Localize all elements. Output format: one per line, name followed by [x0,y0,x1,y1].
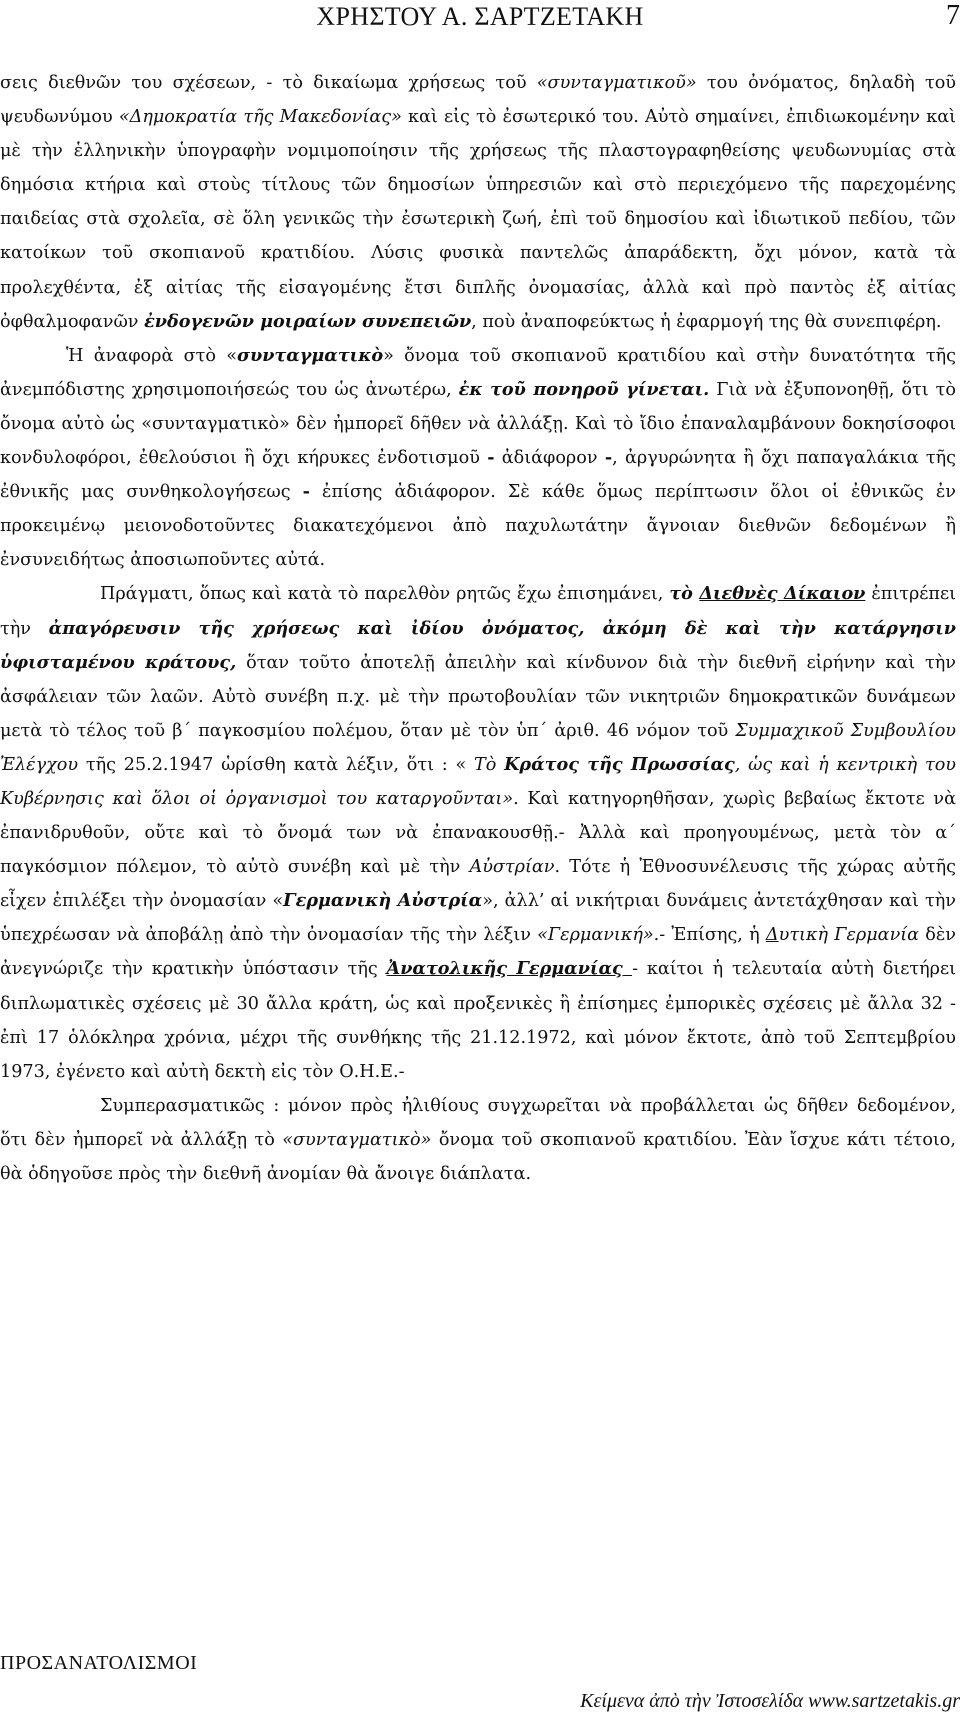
emphasis-text: συνταγματικὸ [237,344,384,366]
text-run [496,755,504,775]
paragraph-4 [0,1089,956,1191]
emphasis-text: Συμμαχικοῦ Συμβουλίου Ἐλέγχου [0,720,956,775]
text-run: τῆς 25.2.1947 ὡρίσθη κατὰ λέξιν, ὅτι : « [78,754,475,775]
page-number: 7 [946,0,960,31]
text-run: ἐπιτρέπει τὴν [0,584,957,639]
paragraph-2 [0,339,956,578]
emphasis-text: «Γερμανική» [537,925,654,946]
emphasis-text: Γερμανικὴ Αὐστρία [283,890,483,912]
text-run: ἀδιάφορον [494,448,605,469]
emphasis-text: Διεθνὲς Δίκαιον [699,583,866,605]
emphasis-text: ἀπαγόρευσιν τῆς χρήσεως καὶ ἰδίου ὀνόματος, ἀκόμη δὲ καὶ τὴν κατάργησιν ὑφισταμένου κράτους, [0,617,956,673]
text-run: Πράγματι, ὅπως καὶ κατὰ τὸ παρελθὸν ρητῶς ἔχω ἐπισημάνει, [100,584,670,605]
emphasis-text: Δ [765,925,779,946]
body-text [0,66,956,1191]
running-title: ΧΡΗΣΤΟΥ Α. ΣΑΡΤΖΕΤΑΚΗ [316,2,644,31]
emphasis-text: «Δημοκρατία τῆς Μακεδονίας» [118,107,402,128]
paragraph-3 [0,577,956,1088]
emphasis-text: «συνταγματικὸ» [282,1129,432,1150]
text-run: του ὀνόματος, δηλαδὴ τοῦ ψευδωνύμου [0,73,956,128]
text-run: , ἀργυρώνητα ἢ ὄχι παπαγαλάκια τῆς ἐθνικῆς μας συνθηκολογήσεως [0,448,956,503]
text-run: σεις διεθνῶν του σχέσεων, - τὸ δικαίωμα χρήσεως τοῦ [0,73,537,93]
footer-source: Κείμενα ἀπὸ τὴν Ἰστοσελίδα www.sartzetakis.gr [580,1690,960,1712]
emphasis-text: Αὐστρίαν [469,857,555,878]
emphasis-text: ἐκ τοῦ πονηροῦ γίνεται. [458,378,710,400]
text-run: ὄνομα τοῦ σκοπιανοῦ κρατιδίου. Ἐὰν ἴσχυε κάτι τέτοιο, θὰ ὁδηγοῦσε πρὸς τὴν διεθνῆ ἀνομίαν θὰ ἄνοιγε διάπλατα. [0,1129,956,1184]
text-run: . Τότε ἡ Ἐθνοσυνέλευσις τῆς χώρας αὐτῆς εἶχεν ἐπιλέξει τὴν ὀνομασίαν « [0,857,956,912]
emphasis-text: Ἀνατολικῆς Γερμανίας [386,958,633,980]
emphasis-text: τὸ [669,583,700,605]
text-run: Συμπερασματικῶς : μόνον πρὸς ἠλιθίους συγχωρεῖται νὰ προβάλλεται ὡς δῆθεν δεδομένον, ὅτι δὲν ἠμπορεῖ νὰ ἀλλάξῃ τὸ [0,1095,956,1150]
emphasis-text: - [302,481,310,503]
text-run: καὶ εἰς τὸ ἐσωτερικό του. Αὐτὸ σημαίνει, ἐπιδιωκομένην καὶ μὲ τὴν ἑλληνικὴν ὑπογραφὴν νομιμοποίησιν τῆς χρήσεως τῆς πλαστογραφηθείσης ψευδωνυμίας στὰ δημόσια κτήρια καὶ στοὺς τίτλους τῶν δημοσίων ὑπηρεσιῶν καὶ στὸ περιεχόμενο τῆς παρεχομένης παιδείας στὰ σχολεῖα, σὲ ὅλη γενικῶς τὴν ἐσωτερικὴ ζωή, ἐπὶ τοῦ δημοσίου καὶ ἰδιωτικοῦ πεδίου, τῶν κατοίκων τοῦ σκοπιανοῦ κρατιδίου. Λύσις φυσικὰ παντελῶς ἀπαράδεκτη, ὄχι μόνον, κατὰ τὰ προλεχθέντα, ἐξ αἰτίας τῆς εἰσαγομένης ἔτσι διπλῆς ὀνομασίας, ἀλλὰ καὶ πρὸ παντὸς ἐξ αἰτίας ὀφθαλμοφανῶν [0,107,956,332]
text-run: Ἡ ἀναφορὰ στὸ « [66,345,238,366]
emphasis-text: - [487,447,495,469]
text-run: δὲν ἀνεγνώριζε τὴν κρατικὴν ὑπόστασιν τῆς [0,925,957,980]
text-run: ἐπίσης ἀδιάφορον. Σὲ κάθε ὅμως περίπτωσιν ὅλοι οἱ ἐθνικῶς ἐν προκειμένῳ μειονοδοτοῦντες διακατεχόμενοι ἀπὸ παχυλωτάτην ἄγνοιαν διεθνῶν δεδομένων ἢ ἐνσυνειδήτως ἀποσιωποῦντες αὐτά. [0,482,956,571]
running-header [0,0,960,40]
text-run: ὅταν τοῦτο ἀποτελῇ ἀπειλὴν καὶ κίνδυνον διὰ τὴν διεθνῆ εἰρήνην καὶ τὴν ἀσφάλειαν τῶν λαῶν. Αὐτὸ συνέβη π.χ. μὲ τὴν πρωτοβουλίαν τῶν νικητριῶν δημοκρατικῶν δυνάμεων μετὰ τὸ τέλος τοῦ β΄ παγκοσμίου πολέμου, ὅταν μὲ τὸν ὑπ΄ ἀριθ. 46 νόμον τοῦ [0,652,956,741]
emphasis-text: , ὡς καὶ ἡ κεντρικὴ του Κυβέρνησις καὶ ὅλοι οἱ ὀργανισμοὶ του καταργοῦνται» [0,754,957,809]
text-run: . Καὶ κατηγορηθῆσαν, χωρὶς βεβαίως ἔκτοτε νὰ ἐπανιδρυθοῦν, οὔτε καὶ τὸ ὄνομά των νὰ ἐπανακουσθῇ.- Ἀλλὰ καὶ προηγουμένως, μετὰ τὸν α΄ παγκόσμιον πόλεμον, τὸ αὐτὸ συνέβη καὶ μὲ τὴν [0,788,956,878]
emphasis-text: Τὸ [474,754,497,775]
text-run: - καίτοι ἡ τελευταία αὐτὴ διετήρει διπλωματικὲς σχέσεις μὲ 30 ἄλλα κράτη, ὡς καὶ προξενικὲς ἢ ἐπίσημες ἐμπορικὲς σχέσεις μὲ ἄλλα 32 - ἐπὶ 17 ὁλόκληρα χρόνια, μέχρι τῆς συνθήκης τῆς 21.12.1972, καὶ μόνον ἔκτοτε, ἀπὸ τοῦ Σεπτεμβρίου 1973, ἐγένετο καὶ αὐτὴ δεκτὴ εἰς τὸν Ο.Η.Ε.- [0,959,956,1082]
text-run: », ἀλλ’ αἱ νικήτριαι δυνάμεις ἀντετάχθησαν καὶ τὴν ὑπεχρέωσαν νὰ ἀποβάλῃ ἀπὸ τὴν ὀνομασίαν τῆς τὴν λέξιν [0,891,956,946]
text-run: .- Ἐπίσης, ἡ [653,925,766,946]
text-run: » ὄνομα τοῦ σκοπιανοῦ κρατιδίου καὶ στὴν δυνατότητα τῆς ἀνεμπόδιστης χρησιμοποιήσεώς του ὡς ἀνωτέρω, [0,345,956,400]
emphasis-text: Κράτος τῆς Πρωσσίας [504,753,735,775]
emphasis-text: υτικὴ Γερμανία [778,925,920,946]
paragraph-1 [0,66,956,339]
emphasis-text: «συνταγματικοῦ» [536,73,697,93]
text-run: , ποὺ ἀναποφεύκτως ἡ ἐφαρμογή της θὰ συνεπιφέρη. [471,311,942,332]
footer-section-title: ΠΡΟΣΑΝΑΤΟΛΙΣΜΟΙ [0,1652,198,1674]
text-run: Γιὰ νὰ ἐξυπονοηθῇ, ὅτι τὸ ὄνομα αὐτὸ ὡς «συνταγματικὸ» δὲν ἠμπορεῖ δῆθεν νὰ ἀλλάξῃ. Καὶ τὸ ἴδιο ἐπαναλαμβάνουν δοκησίσοφοι κονδυλοφόροι, ἐθελούσιοι ἢ ὄχι κήρυκες ἐνδοτισμοῦ [0,379,956,469]
emphasis-text: ἐνδογενῶν μοιραίων συνεπειῶν [144,310,472,332]
emphasis-text: - [604,447,613,469]
